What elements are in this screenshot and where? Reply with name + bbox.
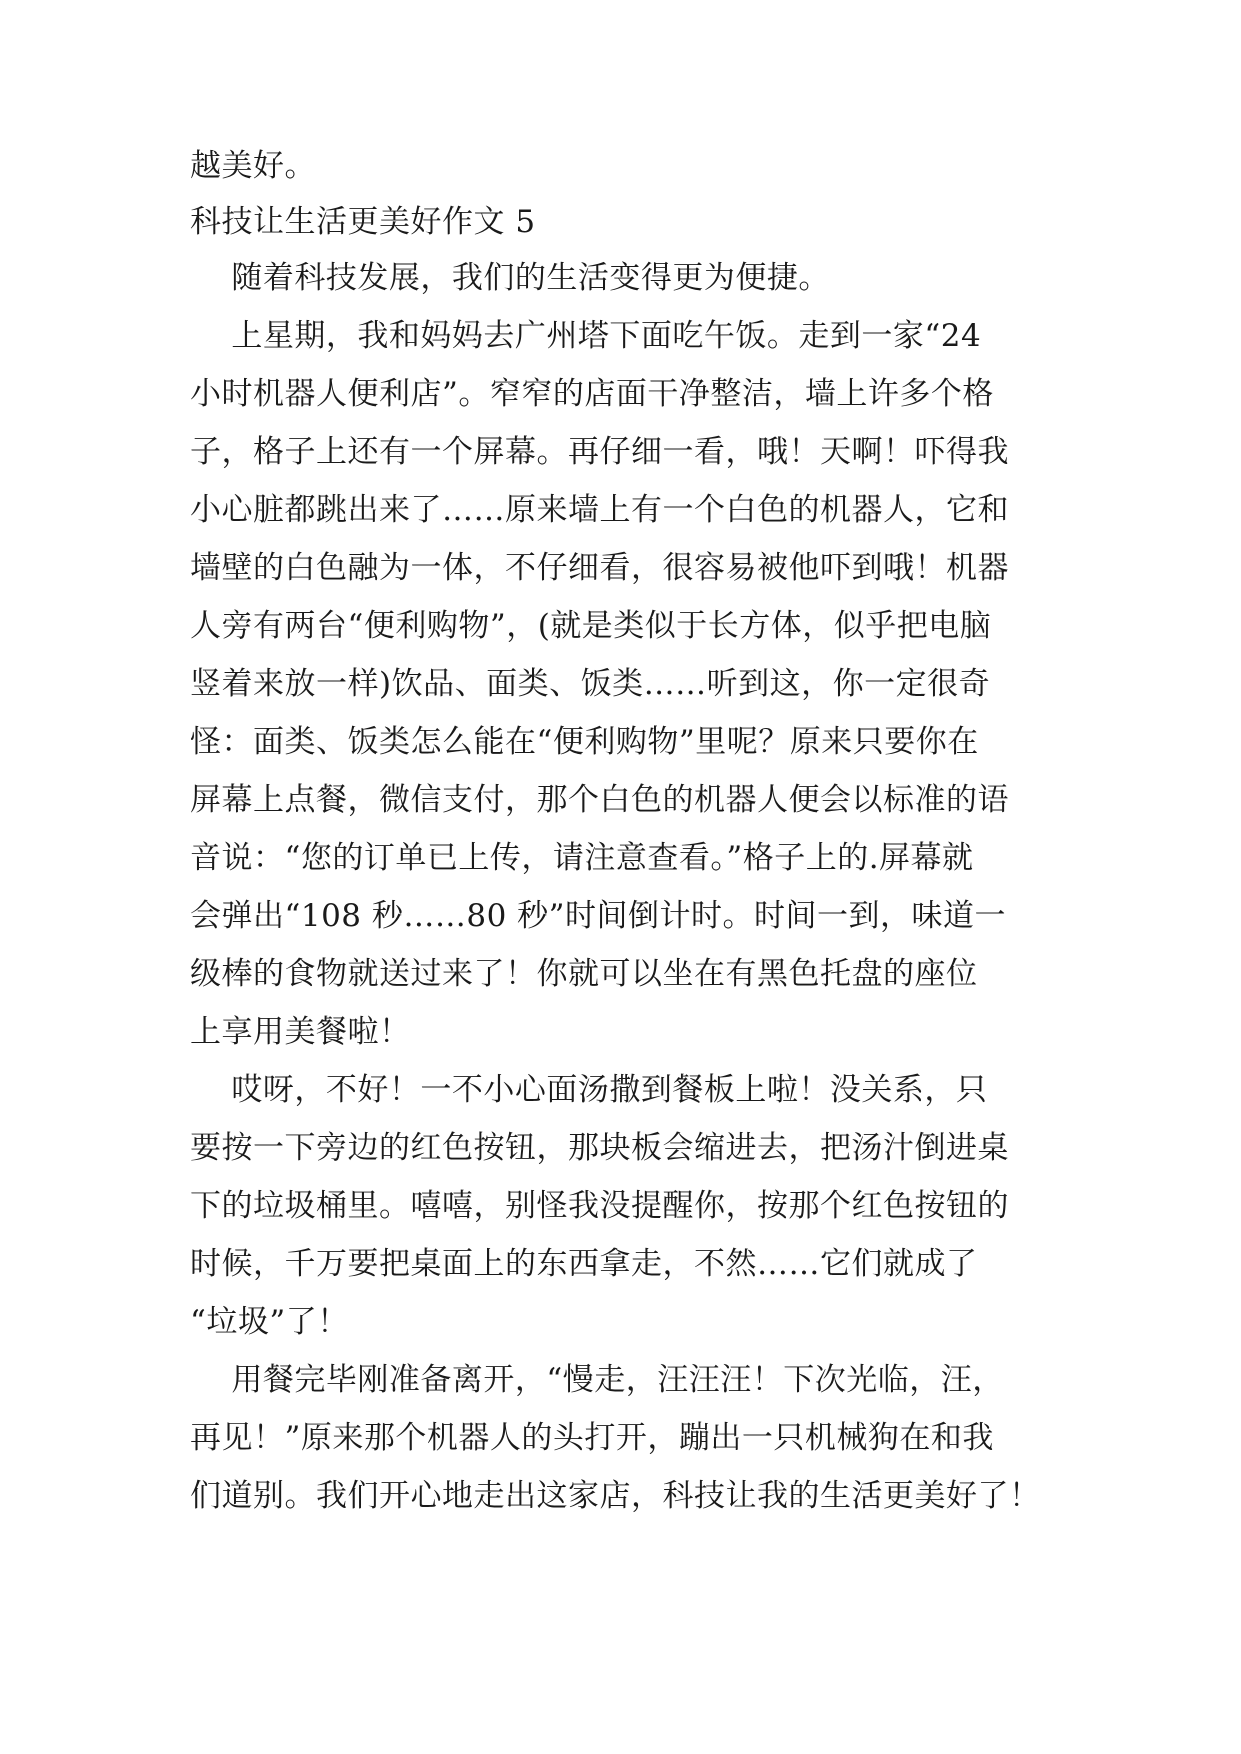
text-line: 人旁有两台“便利购物”，(就是类似于长方体，似乎把电脑 bbox=[190, 608, 992, 644]
text-line: 再见！”原来那个机器人的头打开，蹦出一只机械狗在和我 bbox=[190, 1420, 994, 1456]
text-line: 屏幕上点餐，微信支付，那个白色的机器人便会以标准的语 bbox=[190, 782, 1009, 818]
text-line: 时候，千万要把桌面上的东西拿走，不然……它们就成了 bbox=[190, 1246, 978, 1282]
text-line: “垃圾”了！ bbox=[190, 1304, 349, 1340]
text-line: 下的垃圾桶里。嘻嘻，别怪我没提醒你，按那个红色按钮的 bbox=[190, 1188, 1009, 1224]
text-line: 要按一下旁边的红色按钮，那块板会缩进去，把汤汁倒进桌 bbox=[190, 1130, 1009, 1166]
text-line: 越美好。 bbox=[190, 148, 316, 184]
text-line: 上享用美餐啦！ bbox=[190, 1014, 411, 1050]
text-line: 哎呀，不好！一不小心面汤撒到餐板上啦！没关系，只 bbox=[190, 1072, 988, 1108]
text-line: 用餐完毕刚准备离开，“慢走，汪汪汪！下次光临，汪， bbox=[190, 1362, 1004, 1398]
text-line: 音说：“您的订单已上传，请注意查看。”格子上的.屏幕就 bbox=[190, 840, 974, 876]
text-line: 会弹出“108 秒……80 秒”时间倒计时。时间一到，味道一 bbox=[190, 898, 1007, 934]
text-line: 随着科技发展，我们的生活变得更为便捷。 bbox=[190, 260, 830, 296]
text-line: 小心脏都跳出来了……原来墙上有一个白色的机器人，它和 bbox=[190, 492, 1009, 528]
text-line: 墙壁的白色融为一体，不仔细看，很容易被他吓到哦！机器 bbox=[190, 550, 1009, 586]
text-line: 上星期，我和妈妈去广州塔下面吃午饭。走到一家“24 bbox=[190, 318, 982, 354]
text-line: 级棒的食物就送过来了！你就可以坐在有黑色托盘的座位 bbox=[190, 956, 978, 992]
text-line: 竖着来放一样)饮品、面类、饭类……听到这，你一定很奇 bbox=[190, 666, 991, 702]
section-title: 科技让生活更美好作文 5 bbox=[190, 204, 536, 240]
text-line: 小时机器人便利店”。窄窄的店面干净整洁，墙上许多个格 bbox=[190, 376, 994, 412]
text-line: 子，格子上还有一个屏幕。再仔细一看，哦！天啊！吓得我 bbox=[190, 434, 1009, 470]
text-line: 怪：面类、饭类怎么能在“便利购物”里呢？原来只要你在 bbox=[190, 724, 979, 760]
text-line: 们道别。我们开心地走出这家店，科技让我的生活更美好了！ bbox=[190, 1478, 1041, 1514]
